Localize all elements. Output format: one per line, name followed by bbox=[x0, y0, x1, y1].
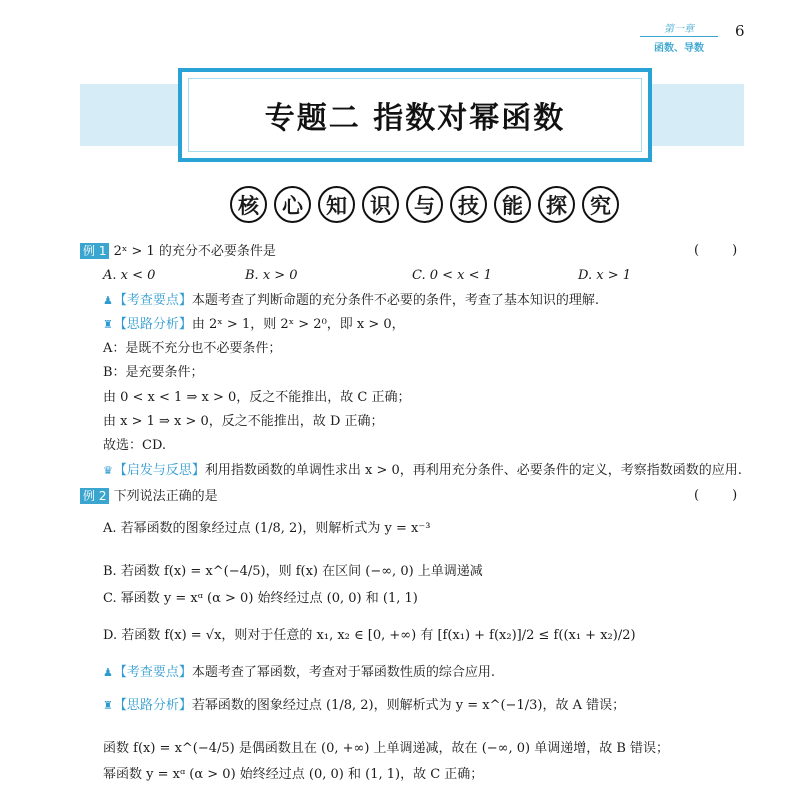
section-banner-char: 心 bbox=[274, 186, 311, 223]
section-banner-char: 知 bbox=[318, 186, 355, 223]
tower-icon: ♜ bbox=[103, 318, 113, 331]
example2-question-line bbox=[80, 488, 218, 506]
example2-answer-paren: ( ) bbox=[694, 488, 738, 503]
example1-step: A：是既不充分也不必要条件； bbox=[103, 341, 282, 356]
crown-icon: ♛ bbox=[103, 464, 113, 477]
section-banner bbox=[230, 186, 619, 223]
chapter-label: 第一章 bbox=[640, 20, 718, 37]
example2-option-c: C. 幂函数 y = xᵅ (α > 0) 始终经过点 (0, 0) 和 (1, 1) bbox=[103, 591, 418, 606]
example2-option-a: A. 若幂函数的图象经过点 (1/8, 2)，则解析式为 y = x⁻³ bbox=[103, 521, 431, 536]
example1-points-line bbox=[103, 292, 599, 310]
example1-analysis-line bbox=[103, 316, 405, 334]
section-banner-char: 究 bbox=[582, 186, 619, 223]
example1-option-d: D. x > 1 bbox=[578, 268, 631, 283]
example1-step: 由 x > 1 ⇒ x > 0，反之不能推出，故 D 正确； bbox=[103, 414, 384, 429]
example2-option-d: D. 若函数 f(x) = √x，则对于任意的 x₁, x₂ ∈ [0, +∞) 有 [f(x₁) + f(x₂)]/2 ≤ f((x₁ + x₂)/2) bbox=[103, 628, 636, 643]
example1-step: B：是充要条件； bbox=[103, 365, 204, 380]
title-inner-frame bbox=[188, 78, 642, 152]
example2-points-text: 本题考查了幂函数，考查对于幂函数性质的综合应用. bbox=[191, 665, 496, 680]
section-banner-char: 与 bbox=[406, 186, 443, 223]
example2-step: 幂函数 y = xᵅ (α > 0) 始终经过点 (0, 0) 和 (1, 1)，故 C 正确； bbox=[103, 767, 484, 782]
tower-icon: ♜ bbox=[103, 699, 113, 712]
chapter-header bbox=[640, 20, 718, 54]
example2-tag: 例 2 bbox=[80, 488, 109, 504]
person-icon: ♟ bbox=[103, 294, 113, 307]
section-banner-char: 探 bbox=[538, 186, 575, 223]
person-icon: ♟ bbox=[103, 666, 113, 679]
example1-step: 由 0 < x < 1 ⇒ x > 0，反之不能推出，故 C 正确； bbox=[103, 390, 411, 405]
chapter-subtitle: 函数、导数 bbox=[654, 43, 704, 54]
example2-step: 函数 f(x) = x^(−4/5) 是偶函数且在 (0, +∞) 上单调递减，故在 (−∞, 0) 单调递增，故 B 错误； bbox=[103, 741, 670, 756]
example2-points-line bbox=[103, 664, 495, 682]
section-banner-char: 技 bbox=[450, 186, 487, 223]
example1-reflect-text: 利用指数函数的单调性求出 x > 0，再利用充分条件、必要条件的定义，考察指数函数的应用. bbox=[204, 463, 742, 478]
example1-points-text: 本题考查了判断命题的充分条件不必要的条件，考查了基本知识的理解. bbox=[191, 293, 600, 308]
section-banner-char: 识 bbox=[362, 186, 399, 223]
example1-question: 2ˣ > 1 的充分不必要条件是 bbox=[113, 244, 276, 259]
example2-points-label: 【考查要点】 bbox=[113, 665, 192, 680]
page-number: 6 bbox=[735, 22, 745, 40]
example1-reflect-line bbox=[103, 462, 742, 480]
example1-analysis-label: 【思路分析】 bbox=[113, 317, 192, 332]
example1-step: 故选：CD. bbox=[103, 438, 167, 453]
example1-answer-paren: ( ) bbox=[694, 243, 738, 258]
example2-analysis-label: 【思路分析】 bbox=[113, 698, 192, 713]
section-banner-char: 能 bbox=[494, 186, 531, 223]
title-frame bbox=[178, 68, 652, 162]
example2-option-b: B. 若函数 f(x) = x^(−4/5)，则 f(x) 在区间 (−∞, 0) 上单调递减 bbox=[103, 564, 483, 579]
example1-reflect-label: 【启发与反思】 bbox=[113, 463, 205, 478]
example1-question-line bbox=[80, 243, 276, 261]
example1-option-b: B. x > 0 bbox=[245, 268, 298, 283]
example2-analysis-text: 若幂函数的图象经过点 (1/8, 2)，则解析式为 y = x^(−1/3)，故 A 错误； bbox=[191, 698, 626, 713]
example1-points-label: 【考查要点】 bbox=[113, 293, 192, 308]
example2-analysis-line bbox=[103, 697, 625, 715]
example1-option-a: A. x < 0 bbox=[103, 268, 156, 283]
example1-analysis-text: 由 2ˣ > 1，则 2ˣ > 2⁰，即 x > 0， bbox=[191, 317, 405, 332]
example2-question: 下列说法正确的是 bbox=[113, 489, 218, 504]
example1-option-c: C. 0 < x < 1 bbox=[412, 268, 492, 283]
page-title: 专题二 指数对幂函数 bbox=[264, 101, 566, 136]
section-banner-char: 核 bbox=[230, 186, 267, 223]
example1-tag: 例 1 bbox=[80, 243, 109, 259]
